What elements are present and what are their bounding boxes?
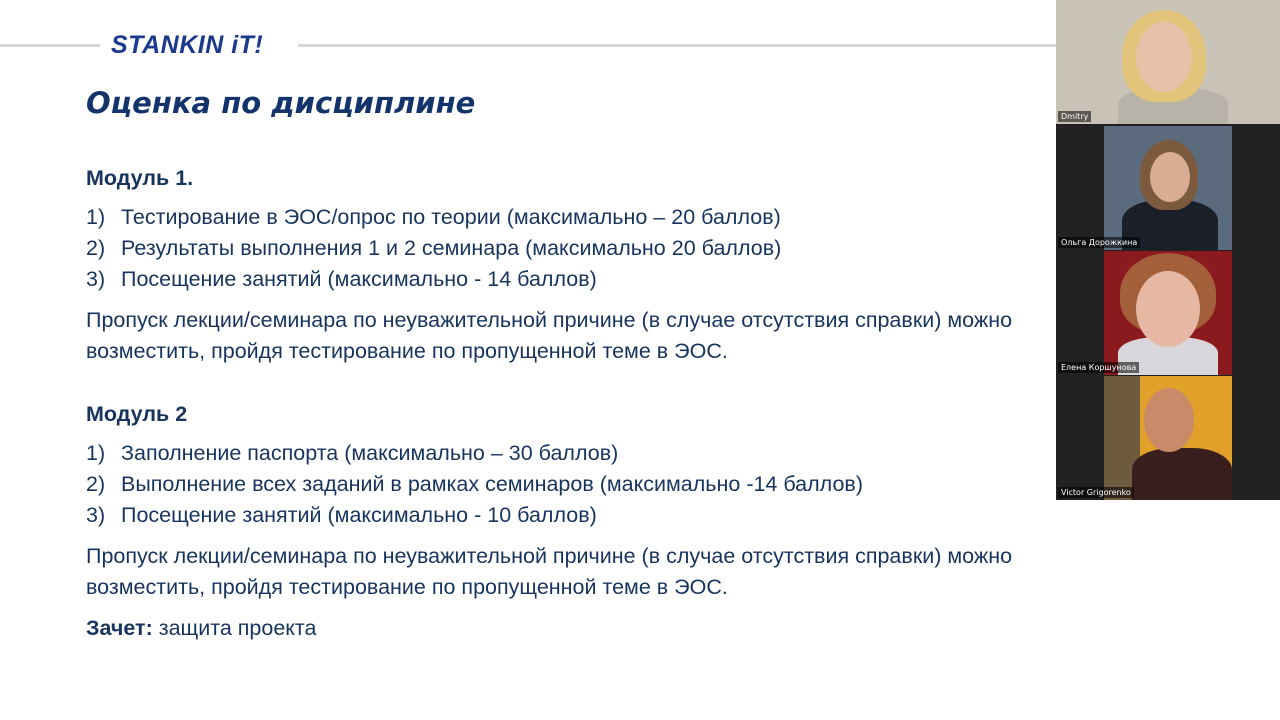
participant-video-image <box>1104 376 1232 500</box>
list-item-text: Заполнение паспорта (максимально – 30 баллов) <box>121 441 619 465</box>
header-divider-right <box>298 44 1056 47</box>
credit-text: защита проекта <box>152 616 317 640</box>
module-1-heading: Модуль 1. <box>86 166 194 190</box>
module-2-note-line-2: возместить, пройдя тестирование по пропущенной теме в ЭОС. <box>86 575 728 599</box>
module-2-list <box>86 438 1116 531</box>
participant-video-image <box>1104 126 1232 250</box>
list-item-number: 1) <box>86 205 106 229</box>
list-item-number: 3) <box>86 267 106 291</box>
module-2-heading: Модуль 2 <box>86 402 188 426</box>
list-item-number: 3) <box>86 503 106 527</box>
participant-video-tile[interactable] <box>1056 126 1280 250</box>
participant-video-strip[interactable] <box>1056 0 1280 500</box>
list-item <box>86 469 1116 500</box>
list-item-number: 2) <box>86 472 106 496</box>
participant-video-tile[interactable] <box>1056 251 1280 375</box>
list-item <box>86 438 1116 469</box>
list-item-text: Выполнение всех заданий в рамках семинаров (максимально -14 баллов) <box>121 472 864 496</box>
list-item-text: Посещение занятий (максимально - 10 баллов) <box>121 503 597 527</box>
participant-name: Victor Grigorenko <box>1058 487 1134 498</box>
participant-video-image <box>1056 0 1280 124</box>
stankin-logo: STANKIN iT! <box>111 31 264 59</box>
module-1-note-line-1: Пропуск лекции/семинара по неуважительной причине (в случае отсутствия справки) можно <box>86 308 1013 332</box>
list-item-number: 1) <box>86 441 106 465</box>
slide-title: Оценка по дисциплине <box>86 86 476 120</box>
credit-line <box>86 613 1116 644</box>
participant-video-tile[interactable] <box>1056 376 1280 500</box>
participant-name: Елена Коршунова <box>1058 362 1139 373</box>
list-item-number: 2) <box>86 236 106 260</box>
participant-video-image <box>1104 251 1232 375</box>
list-item-text: Тестирование в ЭОС/опрос по теории (максимально – 20 баллов) <box>121 205 781 229</box>
slide-content <box>86 163 1116 644</box>
module-1-note-line-2: возместить, пройдя тестирование по пропущенной теме в ЭОС. <box>86 339 728 363</box>
list-item <box>86 500 1116 531</box>
participant-name: Ольга Дорожкина <box>1058 237 1140 248</box>
list-item-text: Результаты выполнения 1 и 2 семинара (максимально 20 баллов) <box>121 236 782 260</box>
credit-label: Зачет: <box>86 616 153 640</box>
list-item <box>86 264 1116 295</box>
module-1-list <box>86 202 1116 295</box>
list-item <box>86 233 1116 264</box>
module-2-note-line-1: Пропуск лекции/семинара по неуважительной причине (в случае отсутствия справки) можно <box>86 544 1013 568</box>
participant-name: Dmitry <box>1058 111 1091 122</box>
list-item <box>86 202 1116 233</box>
participant-video-tile[interactable] <box>1056 0 1280 124</box>
list-item-text: Посещение занятий (максимально - 14 баллов) <box>121 267 597 291</box>
header-divider-left <box>0 44 100 47</box>
